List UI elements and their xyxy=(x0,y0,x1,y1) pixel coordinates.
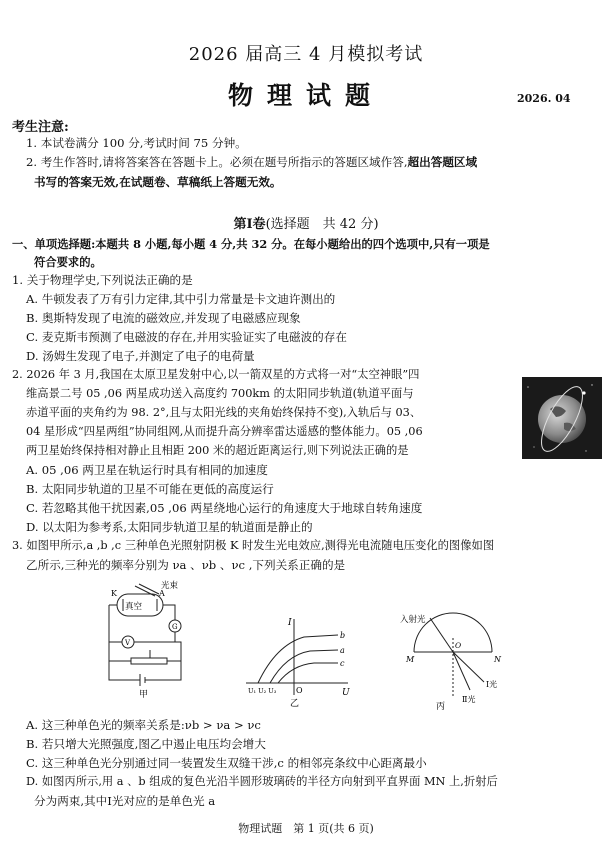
ray-ii-label: Ⅱ光 xyxy=(462,695,476,704)
stopping-voltage-labels: U₁ U₂ U₃ xyxy=(248,687,277,695)
q2-option-c: C. 若忽略其他干扰因素,05 ,06 两星绕地心运行的角速度大于地球自转角速度 xyxy=(26,501,423,515)
q2-option-b: B. 太阳同步轨道的卫星不可能在更低的高度运行 xyxy=(26,482,274,496)
satellite-orbit-image xyxy=(522,377,602,459)
q2-stem-line-2: 维高景二号 05 ,06 两星成功送入高度约 700km 的太阳同步轨道(轨道平面与 xyxy=(26,387,414,400)
figure-yi-caption: 乙 xyxy=(290,699,300,707)
part-title-rest: (选择题 共 42 分) xyxy=(265,217,379,232)
incident-ray xyxy=(430,618,453,652)
figure-yi-graph xyxy=(240,615,352,707)
curve-c-label: c xyxy=(340,659,345,668)
exam-date: 2026. 04 xyxy=(517,92,571,105)
figure-bing-caption: 丙 xyxy=(436,702,446,710)
u-axis-label: U xyxy=(342,688,350,698)
rheostat-shape xyxy=(131,658,167,664)
part-title-bold: 第Ⅰ卷 xyxy=(233,217,266,232)
ray-ii xyxy=(453,652,470,690)
anode-a-label: A xyxy=(159,589,165,598)
notice-heading: 考生注意: xyxy=(12,120,69,135)
tube-label: 真空 xyxy=(125,602,143,612)
q2-stem-line-1: 2. 2026 年 3 月,我国在太原卫星发射中心,以一箭双星的方式将一对“太空神眼”四 xyxy=(12,368,420,381)
ray-i-label: Ⅰ光 xyxy=(486,680,498,689)
curve-b xyxy=(258,635,338,683)
q3-stem-line-1: 3. 如图甲所示,a ,b ,c 三种单色光照射阴极 K 时发生光电效应,测得光电流随电压变化的图像如图 xyxy=(12,539,495,552)
q2-option-a: A. 05 ,06 两卫星在轨运行时具有相同的加速度 xyxy=(26,463,268,477)
figure-bing-refraction xyxy=(392,612,504,710)
curve-a xyxy=(270,650,338,683)
subject-title: 物理试题 xyxy=(227,81,384,110)
notice-item-2-text: 2. 考生作答时,请将答案答在答题卡上。必须在题号所指示的答题区域作答, xyxy=(26,155,408,169)
q3-option-b: B. 若只增大光照强度,图乙中遏止电压均会增大 xyxy=(26,737,266,751)
cathode-k-label: K xyxy=(111,589,117,598)
q3-stem-line-2: 乙所示,三种光的频率分别为 νa 、νb 、νc ,下列关系正确的是 xyxy=(26,558,346,572)
origin-label: O xyxy=(296,686,303,695)
point-o-label: O xyxy=(455,641,462,650)
q1-option-b: B. 奥斯特发现了电流的磁效应,并发现了电磁感应现象 xyxy=(26,311,301,325)
section-heading-2: 符合要求的。 xyxy=(34,255,102,269)
q3-option-d-line-1: D. 如图丙所示,用 a 、b 组成的复色光沿半圆形玻璃砖的半径方向射到平直界面 MN 上,折射后 xyxy=(26,775,498,788)
notice-item-2-bold: 超出答题区域 xyxy=(407,155,478,169)
incident-light-label: 入射光 xyxy=(400,615,426,625)
notice-item-3: 书写的答案无效,在试题卷、草稿纸上答题无效。 xyxy=(34,175,282,189)
q2-stem-line-5: 两卫星始终保持相对静止且相距 200 米的超近距离运行,则下列说法正确的是 xyxy=(26,444,409,457)
q1-option-a: A. 牛顿发表了万有引力定律,其中引力常量是卡文迪许测出的 xyxy=(26,292,336,306)
figure-jia-circuit xyxy=(95,580,195,698)
point-n-label: N xyxy=(494,655,501,664)
q3-option-c: C. 这三种单色光分别通过同一装置发生双缝干涉,c 的相邻亮条纹中心距离最小 xyxy=(26,756,427,770)
figure-jia-caption: 甲 xyxy=(139,690,149,698)
q2-stem-line-3: 赤道平面的夹角约为 98. 2°,且与太阳光线的夹角始终保持不变),入轨后与 03、 xyxy=(26,406,422,419)
q3-option-a: A. 这三种单色光的频率关系是:νb > νa > νc xyxy=(26,718,261,732)
curve-a-label: a xyxy=(340,646,345,655)
page-footer: 物理试题 第 1 页(共 6 页) xyxy=(238,822,374,835)
exam-title: 2026 届高三 4 月模拟考试 xyxy=(188,44,424,65)
q1-stem: 1. 关于物理学史,下列说法正确的是 xyxy=(12,273,193,287)
curve-b-label: b xyxy=(340,631,346,640)
q2-stem-line-4: 04 星形成“四星两组”协同组网,从而提升高分辨率雷达遥感的整体能力。05 ,06 xyxy=(26,425,423,438)
curve-c xyxy=(278,663,338,683)
i-axis-label: I xyxy=(288,618,292,628)
q1-option-d: D. 汤姆生发现了电子,并测定了电子的电荷量 xyxy=(26,349,255,363)
point-m-label: M xyxy=(406,655,415,664)
light-beam-label: 光束 xyxy=(161,581,179,591)
part-title xyxy=(0,213,612,232)
q2-option-d: D. 以太阳为参考系,太阳同步轨道卫星的轨道面是静止的 xyxy=(26,520,313,534)
galvanometer-label: G xyxy=(172,623,178,631)
section-heading: 一、单项选择题:本题共 8 小题,每小题 4 分,共 32 分。在每小题给出的四个选项中,只有一项是 xyxy=(12,237,490,251)
q1-option-c: C. 麦克斯韦预测了电磁波的存在,并用实验证实了电磁波的存在 xyxy=(26,330,347,344)
notice-item-2 xyxy=(26,154,477,170)
ray-i xyxy=(453,652,484,682)
notice-item-1: 1. 本试卷满分 100 分,考试时间 75 分钟。 xyxy=(26,136,247,150)
voltmeter-label: V xyxy=(125,639,131,647)
q3-option-d-line-2: 分为两束,其中Ⅰ光对应的是单色光 a xyxy=(34,794,216,808)
